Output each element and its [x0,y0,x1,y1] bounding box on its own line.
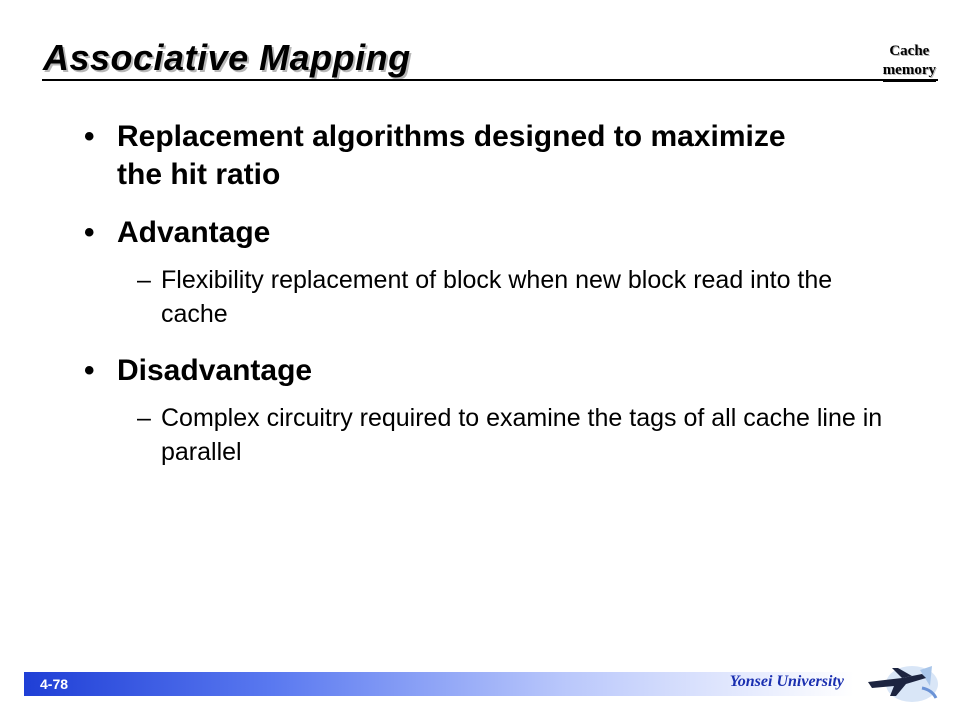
sub-bullet-text: Flexibility replacement of block when new block read into the cache [161,266,833,328]
bullet-item [84,352,804,390]
bullet-marker: • [84,120,95,153]
page-number: 4-78 [40,676,69,692]
slide-title: Associative Mapping [43,37,411,78]
footer-bar [24,672,854,696]
bullet-marker: • [84,216,95,249]
sub-bullet-item [137,263,897,331]
bullet-marker: • [84,354,95,387]
bullet-item [84,214,804,252]
sub-bullet-item [137,401,897,469]
corner-label [883,42,936,82]
bullet-text: Replacement algorithms designed to maximize the hit ratio [117,120,786,191]
airplane-logo-icon [862,656,942,706]
title-underline [42,79,938,81]
sub-bullet-marker: – [137,266,151,294]
bullet-text: Disadvantage [117,354,313,387]
sub-bullet-marker: – [137,404,151,432]
corner-label-line2: memory [883,61,936,82]
bullet-text: Advantage [117,216,271,249]
bullet-item [84,118,804,194]
corner-label-line1: Cache [889,43,930,59]
sub-bullet-text: Complex circuitry required to examine the tags of all cache line in parallel [161,404,883,466]
institution-name: Yonsei University [729,673,844,690]
